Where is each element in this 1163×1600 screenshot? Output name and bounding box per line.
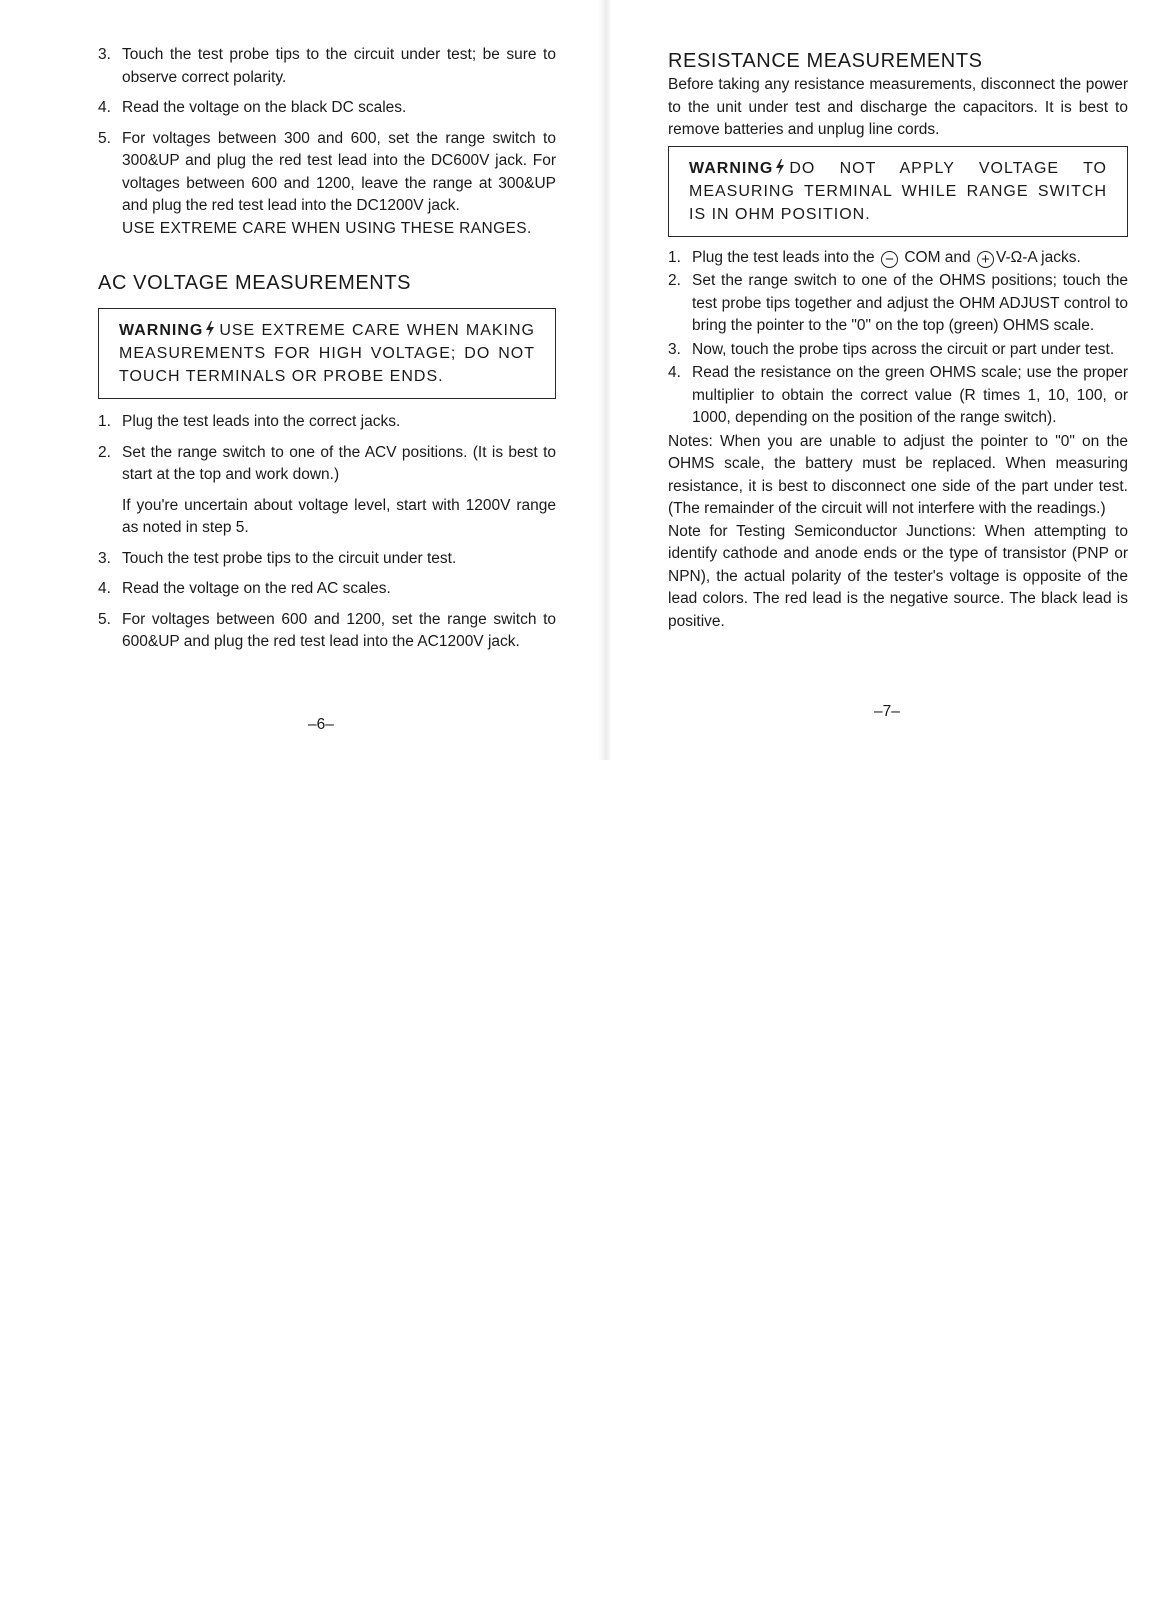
step-text: Read the voltage on the red AC scales. bbox=[122, 580, 391, 597]
step-caution-note: USE EXTREME CARE WHEN USING THESE RANGES. bbox=[122, 219, 532, 237]
warning-text: DO NOT APPLY VOLTAGE TO MEASURING TERMINAL WHILE RANGE SWITCH IS IN OHM POSITION. bbox=[689, 159, 1107, 223]
section-heading-ac-voltage: AC VOLTAGE MEASUREMENTS bbox=[98, 272, 412, 294]
list-item bbox=[98, 578, 556, 601]
step-text: Set the range switch to one of the ACV positions. (It is best to start at the top and work down.) bbox=[122, 443, 556, 483]
warning-label: WARNING bbox=[119, 322, 204, 339]
step-text: Touch the test probe tips to the circuit under test. bbox=[122, 549, 457, 567]
step-number: 3. bbox=[668, 340, 681, 358]
step-number: 1. bbox=[668, 248, 681, 266]
list-item bbox=[668, 362, 1128, 430]
step-text: Set the range switch to one of the OHMS positions; touch the test probe tips together and adjust the OHM ADJUST control to bring the pointer to the "0" on the top (green) OHMS scale. bbox=[692, 272, 1128, 334]
resistance-intro: Before taking any resistance measurements, disconnect the power to the unit under test and discharge the capacitors. It is best to remove batteries and unplug line cords. bbox=[668, 76, 1128, 138]
semiconductor-note: Note for Testing Semiconductor Junctions: When attempting to identify cathode and anode ends or the type of transistor (PNP or NPN), the actual polarity of the tester's voltage is opposite of the lead colors. The red lead is the negative source. The black lead is positive. bbox=[668, 522, 1128, 630]
right-column bbox=[668, 48, 1128, 633]
page-number: –7– bbox=[874, 703, 900, 720]
step-number: 3. bbox=[98, 46, 111, 63]
step-text: For voltages between 300 and 600, set the range switch to 300&UP and plug the red test lead into the DC600V jack. For voltages between 600 and 1200, leave the range at 300&UP and plug the red test lead into the DC1200V jack. bbox=[122, 129, 556, 214]
page-number: –6– bbox=[308, 716, 334, 733]
step-text: Read the voltage on the black DC scales. bbox=[122, 99, 407, 116]
ohms-notes: Notes: When you are unable to adjust the pointer to "0" on the OHMS scale, the battery must be replaced. When measuring resistance, it is best to disconnect one side of the part under test. (The remainder of the circuit will not interfere with the readings.) bbox=[668, 432, 1128, 517]
lightning-bolt-icon bbox=[205, 321, 215, 337]
list-item bbox=[98, 609, 556, 654]
step-text: For voltages between 600 and 1200, set the range switch to 600&UP and plug the red test lead into the AC1200V jack. bbox=[122, 610, 556, 650]
plus-terminal-icon: + bbox=[977, 251, 994, 268]
minus-terminal-icon: − bbox=[881, 251, 898, 268]
step-number: 1. bbox=[98, 413, 111, 430]
step-text: Read the resistance on the green OHMS scale; use the proper multiplier to obtain the correct value (R times 1, 10, 100, or 1000, depending on the position of the range switch). bbox=[692, 364, 1128, 426]
step-text: Plug the test leads into the correct jacks. bbox=[122, 413, 401, 430]
step-number: 5. bbox=[98, 129, 111, 147]
lightning-bolt-icon bbox=[775, 159, 785, 175]
resistance-steps bbox=[668, 247, 1128, 430]
list-item bbox=[668, 339, 1128, 362]
step-number: 4. bbox=[668, 364, 681, 381]
step-number: 2. bbox=[98, 443, 111, 461]
section-heading-resistance: RESISTANCE MEASUREMENTS bbox=[668, 50, 983, 72]
warning-label: WARNING bbox=[689, 159, 774, 177]
step-number: 4. bbox=[98, 580, 111, 597]
ac-warning-box bbox=[98, 308, 556, 399]
list-item bbox=[98, 411, 556, 434]
list-item bbox=[98, 44, 556, 89]
step-number: 2. bbox=[668, 272, 681, 289]
step-note: If you're uncertain about voltage level, start with 1200V range as noted in step 5. bbox=[122, 496, 556, 536]
list-item bbox=[98, 548, 556, 571]
step-text: Touch the test probe tips to the circuit under test; be sure to observe correct polarity. bbox=[122, 46, 556, 86]
ac-voltage-steps bbox=[98, 411, 556, 654]
step-number: 4. bbox=[98, 99, 111, 116]
step-text: COM and bbox=[904, 248, 971, 266]
step-number: 3. bbox=[98, 549, 111, 567]
resistance-warning-box bbox=[668, 146, 1128, 237]
dc-voltage-steps bbox=[98, 44, 556, 240]
list-item bbox=[668, 270, 1128, 338]
step-text: V-Ω-A jacks. bbox=[995, 248, 1081, 266]
list-item bbox=[98, 442, 556, 540]
step-number: 5. bbox=[98, 610, 111, 628]
list-item bbox=[668, 247, 1128, 270]
step-text: Plug the test leads into the bbox=[692, 248, 875, 266]
list-item bbox=[98, 128, 556, 241]
step-text: Now, touch the probe tips across the circuit or part under test. bbox=[692, 340, 1115, 358]
list-item bbox=[98, 97, 556, 120]
warning-text: USE EXTREME CARE WHEN MAKING MEASUREMENTS FOR HIGH VOLTAGE; DO NOT TOUCH TERMINALS OR PROBE ENDS. bbox=[119, 322, 535, 385]
left-column bbox=[98, 44, 556, 662]
